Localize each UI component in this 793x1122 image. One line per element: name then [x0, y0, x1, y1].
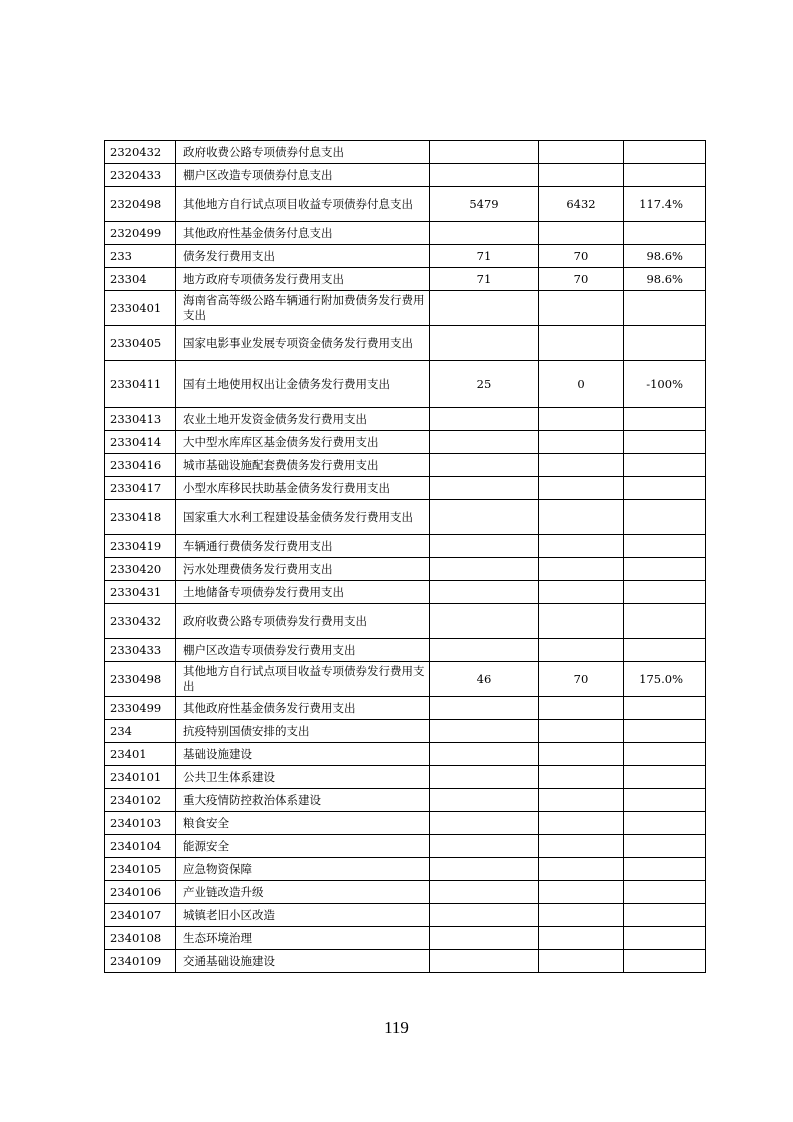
percentage-cell: [624, 558, 706, 581]
budget-value-cell: [430, 581, 539, 604]
percentage-cell: [624, 164, 706, 187]
item-name-cell: 地方政府专项债务发行费用支出: [176, 268, 430, 291]
item-name-cell: 抗疫特别国债安排的支出: [176, 720, 430, 743]
actual-value-cell: [539, 408, 624, 431]
percentage-cell: -100%: [624, 361, 706, 408]
item-name-cell: 政府收费公路专项债券付息支出: [176, 141, 430, 164]
table-row: [105, 789, 706, 812]
actual-value-cell: [539, 720, 624, 743]
percentage-cell: [624, 477, 706, 500]
table-row: [105, 454, 706, 477]
budget-value-cell: 5479: [430, 187, 539, 222]
actual-value-cell: [539, 558, 624, 581]
budget-value-cell: [430, 927, 539, 950]
actual-value-cell: [539, 904, 624, 927]
code-cell: 2330401: [105, 291, 176, 326]
budget-value-cell: 71: [430, 245, 539, 268]
code-cell: 2330420: [105, 558, 176, 581]
code-cell: 2330413: [105, 408, 176, 431]
table-row: [105, 662, 706, 697]
percentage-cell: [624, 581, 706, 604]
code-cell: 2330418: [105, 500, 176, 535]
table-row: [105, 881, 706, 904]
item-name-cell: 国家电影事业发展专项资金债务发行费用支出: [176, 326, 430, 361]
budget-value-cell: [430, 720, 539, 743]
budget-value-cell: [430, 881, 539, 904]
code-cell: 2340107: [105, 904, 176, 927]
item-name-cell: 海南省高等级公路车辆通行附加费债务发行费用支出: [176, 291, 430, 326]
item-name-cell: 政府收费公路专项债券发行费用支出: [176, 604, 430, 639]
actual-value-cell: [539, 789, 624, 812]
table-row: [105, 720, 706, 743]
code-cell: 233: [105, 245, 176, 268]
actual-value-cell: 6432: [539, 187, 624, 222]
actual-value-cell: [539, 881, 624, 904]
actual-value-cell: [539, 812, 624, 835]
table-row: [105, 245, 706, 268]
item-name-cell: 应急物资保障: [176, 858, 430, 881]
actual-value-cell: [539, 697, 624, 720]
code-cell: 2320432: [105, 141, 176, 164]
table-row: [105, 743, 706, 766]
table-row: [105, 950, 706, 973]
budget-value-cell: [430, 431, 539, 454]
budget-value-cell: [430, 904, 539, 927]
budget-value-cell: [430, 535, 539, 558]
table-row: [105, 766, 706, 789]
table-row: [105, 187, 706, 222]
actual-value-cell: [539, 581, 624, 604]
item-name-cell: 农业土地开发资金债务发行费用支出: [176, 408, 430, 431]
actual-value-cell: 70: [539, 268, 624, 291]
actual-value-cell: [539, 141, 624, 164]
code-cell: 2320498: [105, 187, 176, 222]
budget-value-cell: [430, 639, 539, 662]
table-row: [105, 904, 706, 927]
code-cell: 2330417: [105, 477, 176, 500]
budget-value-cell: [430, 766, 539, 789]
item-name-cell: 车辆通行费债务发行费用支出: [176, 535, 430, 558]
code-cell: 2330414: [105, 431, 176, 454]
item-name-cell: 土地储备专项债券发行费用支出: [176, 581, 430, 604]
code-cell: 234: [105, 720, 176, 743]
actual-value-cell: [539, 477, 624, 500]
percentage-cell: [624, 408, 706, 431]
percentage-cell: [624, 291, 706, 326]
percentage-cell: [624, 720, 706, 743]
percentage-cell: [624, 858, 706, 881]
table-row: [105, 858, 706, 881]
actual-value-cell: [539, 835, 624, 858]
item-name-cell: 其他政府性基金债务发行费用支出: [176, 697, 430, 720]
code-cell: 2330416: [105, 454, 176, 477]
table-body: [105, 141, 706, 973]
percentage-cell: [624, 881, 706, 904]
percentage-cell: 98.6%: [624, 245, 706, 268]
code-cell: 2330499: [105, 697, 176, 720]
table-row: [105, 291, 706, 326]
code-cell: 2340109: [105, 950, 176, 973]
percentage-cell: [624, 835, 706, 858]
budget-value-cell: [430, 789, 539, 812]
item-name-cell: 其他地方自行试点项目收益专项债券付息支出: [176, 187, 430, 222]
table-row: [105, 477, 706, 500]
code-cell: 2330498: [105, 662, 176, 697]
budget-value-cell: 46: [430, 662, 539, 697]
code-cell: 2330431: [105, 581, 176, 604]
actual-value-cell: [539, 454, 624, 477]
page-number: 119: [384, 1018, 409, 1037]
actual-value-cell: [539, 326, 624, 361]
item-name-cell: 国有土地使用权出让金债务发行费用支出: [176, 361, 430, 408]
budget-value-cell: 71: [430, 268, 539, 291]
item-name-cell: 产业链改造升级: [176, 881, 430, 904]
actual-value-cell: [539, 500, 624, 535]
percentage-cell: [624, 766, 706, 789]
budget-value-cell: [430, 858, 539, 881]
budget-value-cell: [430, 141, 539, 164]
item-name-cell: 重大疫情防控救治体系建设: [176, 789, 430, 812]
table-row: [105, 500, 706, 535]
item-name-cell: 其他政府性基金债务付息支出: [176, 222, 430, 245]
percentage-cell: [624, 500, 706, 535]
code-cell: 2340102: [105, 789, 176, 812]
table-row: [105, 326, 706, 361]
item-name-cell: 棚户区改造专项债券付息支出: [176, 164, 430, 187]
item-name-cell: 小型水库移民扶助基金债务发行费用支出: [176, 477, 430, 500]
code-cell: 23304: [105, 268, 176, 291]
item-name-cell: 城镇老旧小区改造: [176, 904, 430, 927]
actual-value-cell: 0: [539, 361, 624, 408]
table-row: [105, 268, 706, 291]
code-cell: 2340105: [105, 858, 176, 881]
table-row: [105, 222, 706, 245]
table-row: [105, 141, 706, 164]
code-cell: 2320499: [105, 222, 176, 245]
table-row: [105, 408, 706, 431]
percentage-cell: [624, 639, 706, 662]
code-cell: 2330419: [105, 535, 176, 558]
percentage-cell: [624, 743, 706, 766]
budget-value-cell: [430, 500, 539, 535]
code-cell: 2330433: [105, 639, 176, 662]
actual-value-cell: [539, 222, 624, 245]
budget-value-cell: 25: [430, 361, 539, 408]
table-row: [105, 431, 706, 454]
actual-value-cell: [539, 743, 624, 766]
code-cell: 2330432: [105, 604, 176, 639]
budget-value-cell: [430, 164, 539, 187]
table-row: [105, 164, 706, 187]
table-row: [105, 835, 706, 858]
item-name-cell: 其他地方自行试点项目收益专项债券发行费用支出: [176, 662, 430, 697]
actual-value-cell: [539, 291, 624, 326]
actual-value-cell: [539, 639, 624, 662]
percentage-cell: [624, 950, 706, 973]
item-name-cell: 生态环境治理: [176, 927, 430, 950]
table-row: [105, 697, 706, 720]
table-row: [105, 581, 706, 604]
percentage-cell: [624, 927, 706, 950]
table-row: [105, 361, 706, 408]
actual-value-cell: [539, 164, 624, 187]
item-name-cell: 城市基础设施配套费债务发行费用支出: [176, 454, 430, 477]
table-row: [105, 604, 706, 639]
budget-value-cell: [430, 697, 539, 720]
actual-value-cell: [539, 950, 624, 973]
budget-value-cell: [430, 454, 539, 477]
budget-value-cell: [430, 477, 539, 500]
actual-value-cell: 70: [539, 662, 624, 697]
percentage-cell: 175.0%: [624, 662, 706, 697]
item-name-cell: 公共卫生体系建设: [176, 766, 430, 789]
actual-value-cell: [539, 535, 624, 558]
percentage-cell: 117.4%: [624, 187, 706, 222]
percentage-cell: [624, 535, 706, 558]
percentage-cell: [624, 604, 706, 639]
budget-value-cell: [430, 558, 539, 581]
percentage-cell: [624, 141, 706, 164]
item-name-cell: 大中型水库库区基金债务发行费用支出: [176, 431, 430, 454]
percentage-cell: [624, 326, 706, 361]
budget-value-cell: [430, 326, 539, 361]
budget-value-cell: [430, 812, 539, 835]
code-cell: 23401: [105, 743, 176, 766]
table-row: [105, 927, 706, 950]
percentage-cell: [624, 222, 706, 245]
item-name-cell: 国家重大水利工程建设基金债务发行费用支出: [176, 500, 430, 535]
percentage-cell: [624, 431, 706, 454]
actual-value-cell: [539, 927, 624, 950]
actual-value-cell: [539, 858, 624, 881]
item-name-cell: 污水处理费债务发行费用支出: [176, 558, 430, 581]
item-name-cell: 债务发行费用支出: [176, 245, 430, 268]
table-row: [105, 535, 706, 558]
percentage-cell: 98.6%: [624, 268, 706, 291]
actual-value-cell: [539, 431, 624, 454]
table-row: [105, 639, 706, 662]
percentage-cell: [624, 789, 706, 812]
item-name-cell: 交通基础设施建设: [176, 950, 430, 973]
budget-value-cell: [430, 408, 539, 431]
item-name-cell: 能源安全: [176, 835, 430, 858]
budget-value-cell: [430, 222, 539, 245]
actual-value-cell: [539, 766, 624, 789]
percentage-cell: [624, 812, 706, 835]
budget-value-cell: [430, 604, 539, 639]
percentage-cell: [624, 697, 706, 720]
item-name-cell: 基础设施建设: [176, 743, 430, 766]
actual-value-cell: [539, 604, 624, 639]
actual-value-cell: 70: [539, 245, 624, 268]
budget-value-cell: [430, 950, 539, 973]
code-cell: 2340101: [105, 766, 176, 789]
code-cell: 2340104: [105, 835, 176, 858]
code-cell: 2330411: [105, 361, 176, 408]
item-name-cell: 棚户区改造专项债券发行费用支出: [176, 639, 430, 662]
budget-value-cell: [430, 291, 539, 326]
code-cell: 2320433: [105, 164, 176, 187]
budget-value-cell: [430, 743, 539, 766]
percentage-cell: [624, 454, 706, 477]
budget-table: [104, 140, 706, 973]
item-name-cell: 粮食安全: [176, 812, 430, 835]
table-row: [105, 558, 706, 581]
code-cell: 2340106: [105, 881, 176, 904]
code-cell: 2340108: [105, 927, 176, 950]
percentage-cell: [624, 904, 706, 927]
budget-value-cell: [430, 835, 539, 858]
table-row: [105, 812, 706, 835]
code-cell: 2340103: [105, 812, 176, 835]
code-cell: 2330405: [105, 326, 176, 361]
